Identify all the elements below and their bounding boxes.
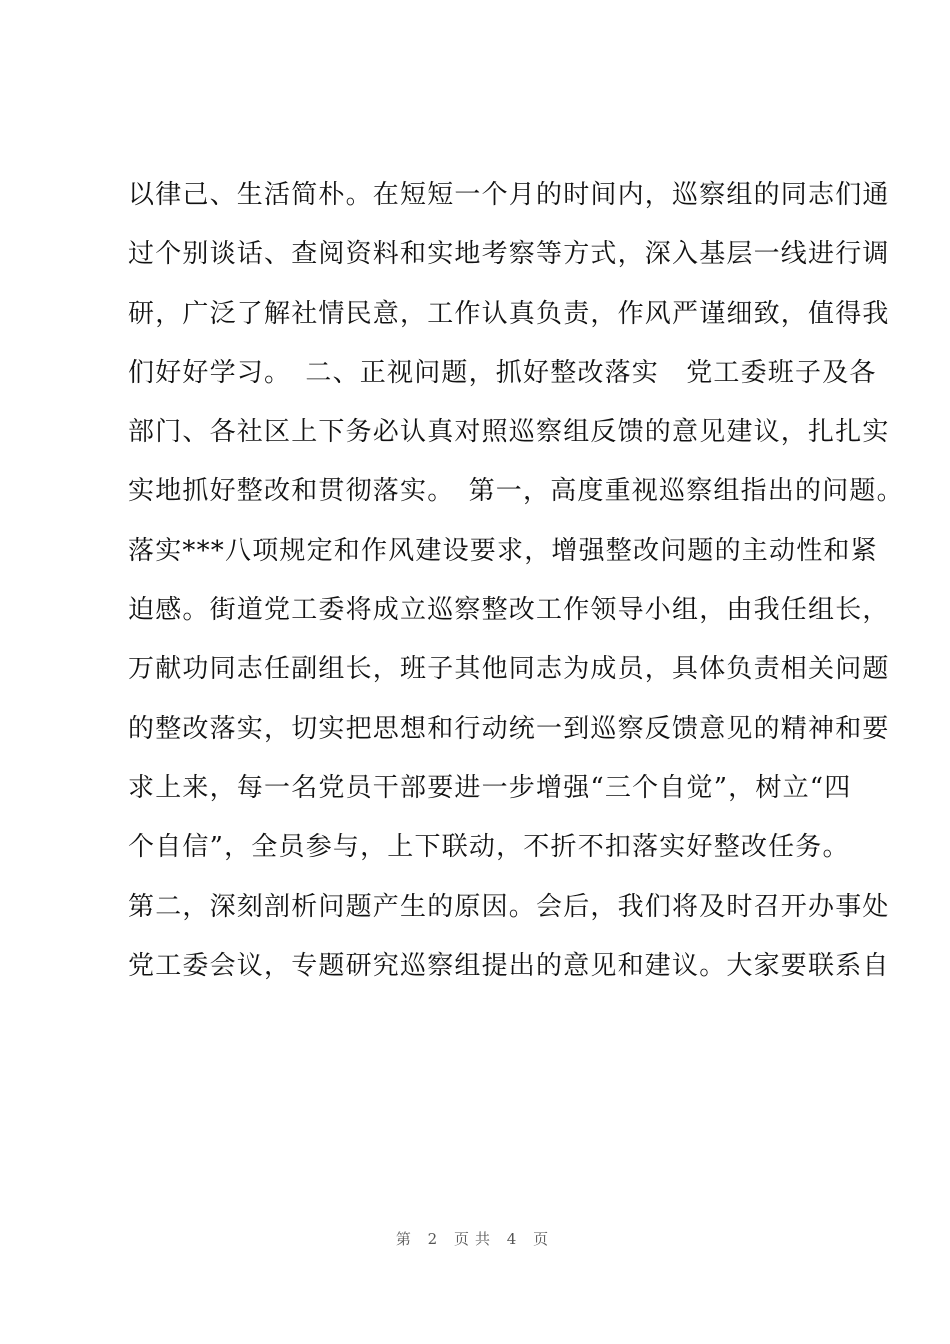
- page-number-footer: 第 2 页共 4 页: [395, 1230, 555, 1248]
- text-line: 过个别谈话、查阅资料和实地考察等方式，深入基层一线进行调: [128, 239, 890, 270]
- text-line: 的整改落实，切实把思想和行动统一到巡察反馈意见的精神和要: [128, 713, 890, 744]
- text-line: 部门、各社区上下务必认真对照巡察组反馈的意见建议，扎扎实: [128, 417, 890, 448]
- text-line: 以律己、生活简朴。在短短一个月的时间内，巡察组的同志们通: [128, 180, 890, 210]
- text-line: 个自信”，全员参与，上下联动，不折不扣落实好整改任务。: [128, 832, 850, 863]
- text-line: 求上来，每一名党员干部要进一步增强“三个自觉”，树立“四: [128, 772, 852, 803]
- text-line: 迫感。街道党工委将成立巡察整改工作领导小组，由我任组长，: [128, 595, 890, 626]
- text-line: 研，广泛了解社情民意，工作认真负责，作风严谨细致，值得我: [128, 298, 890, 329]
- text-line: 们好好学习。 二、正视问题，抓好整改落实 党工委班子及各: [128, 357, 877, 388]
- text-line: 党工委会议，专题研究巡察组提出的意见和建议。大家要联系自: [128, 950, 890, 981]
- text-line: 第二，深刻剖析问题产生的原因。会后，我们将及时召开办事处: [128, 891, 890, 922]
- text-line: 实地抓好整改和贯彻落实。 第一，高度重视巡察组指出的问题。: [128, 476, 904, 507]
- text-line: 万献功同志任副组长，班子其他同志为成员，具体负责相关问题: [128, 654, 890, 685]
- body-text: [128, 166, 904, 996]
- text-line: 落实***八项规定和作风建设要求，增强整改问题的主动性和紧: [128, 535, 878, 566]
